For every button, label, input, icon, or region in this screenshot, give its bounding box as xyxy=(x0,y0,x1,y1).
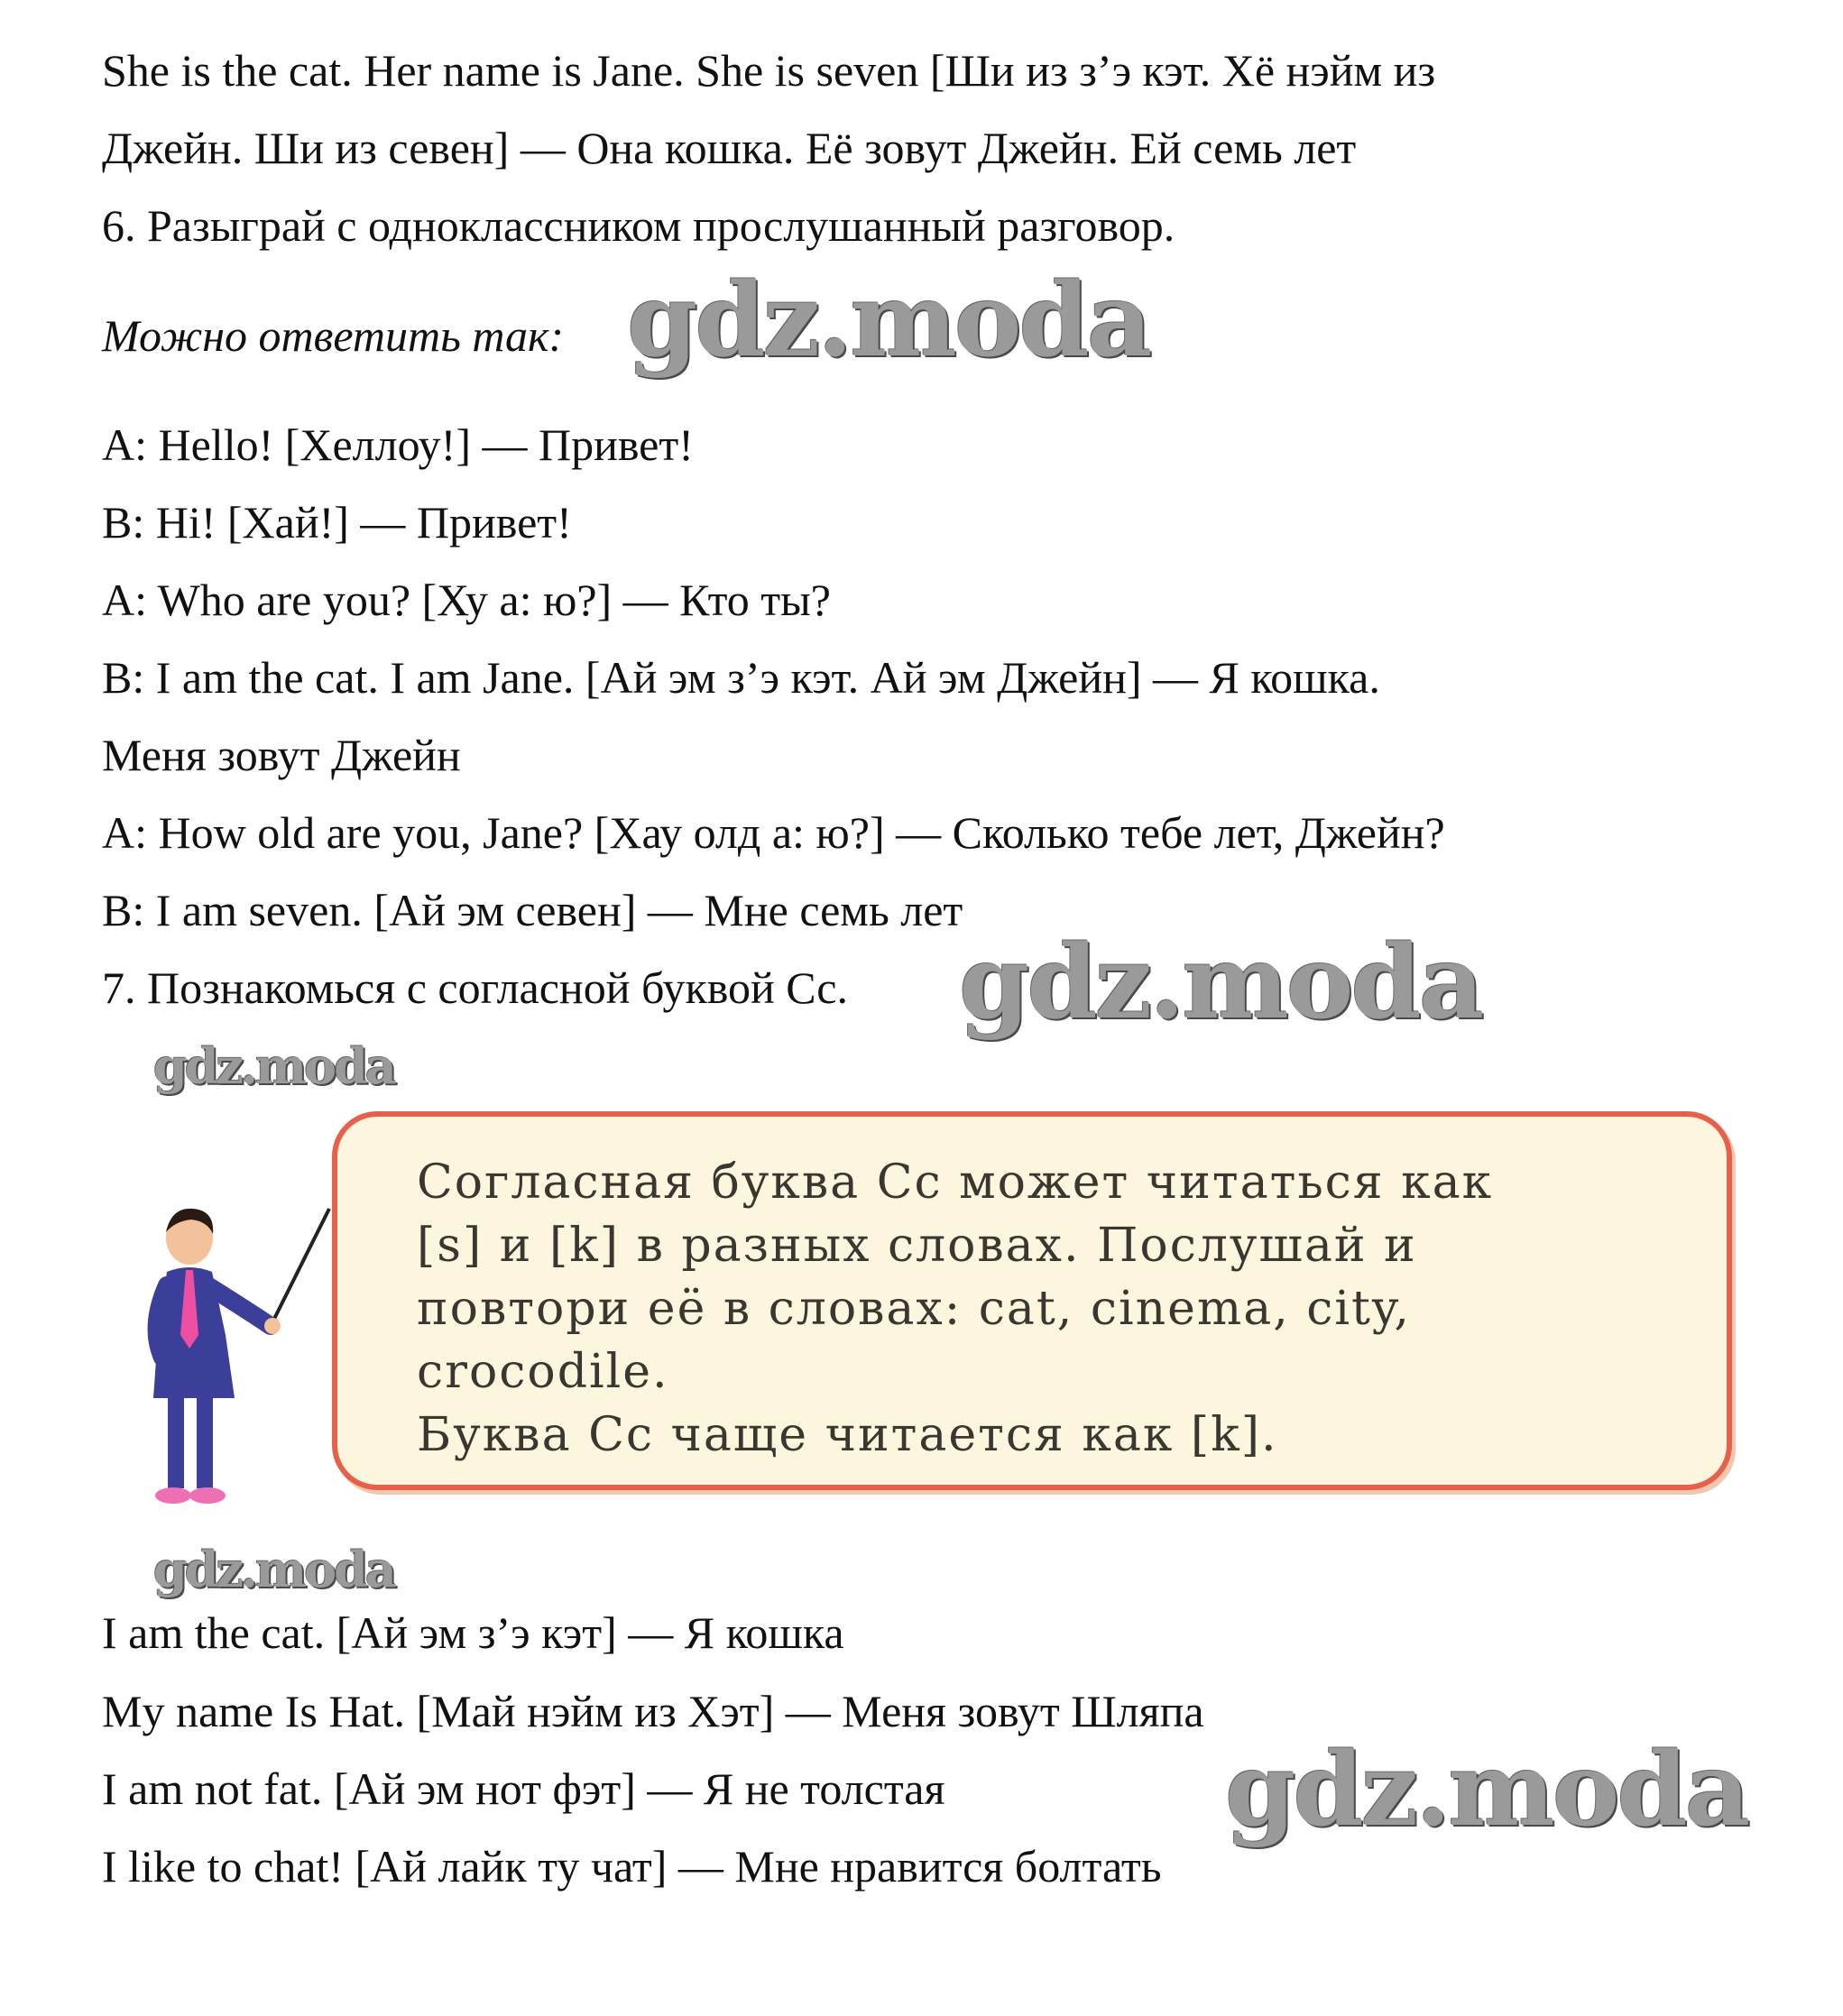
rhyme-line-1: I am the cat. [Ай эм з’э кэт] — Я кошка xyxy=(102,1607,844,1658)
dialogue-line-1: A: Hello! [Хеллоу!] — Привет! xyxy=(102,419,694,470)
dialogue-line-4: B: I am the cat. I am Jane. [Ай эм з’э кэт. Ай эм Джейн] — Я кошка. xyxy=(102,652,1380,703)
dialogue-line-2: B: Hi! [Хай!] — Привет! xyxy=(102,497,572,548)
paragraph-line-2: Джейн. Ши из севен] — Она кошка. Её зовут Джейн. Ей семь лет xyxy=(102,123,1357,173)
rule-line-4: crocodile. xyxy=(417,1345,669,1399)
watermark-logo-4: gdz.moda xyxy=(153,1541,394,1598)
rule-line-2: [s] и [k] в разных словах. Послушай и xyxy=(417,1219,1417,1273)
rule-line-5: Буква Сс чаще читается как [k]. xyxy=(417,1408,1278,1462)
task7-heading: 7. Познакомься с согласной буквой Сс. xyxy=(102,962,848,1013)
rhyme-line-2: My name Is Hat. [Май нэйм из Хэт] — Меня зовут Шляпа xyxy=(102,1686,1204,1736)
rule-text xyxy=(417,1151,1645,1467)
dialogue-line-6: A: How old are you, Jane? [Хау олд а: ю?] — Сколько тебе лет, Джейн? xyxy=(102,807,1445,858)
rhyme-line-4: I like to chat! [Ай лайк ту чат] — Мне нравится болтать xyxy=(102,1841,1162,1892)
rule-line-1: Согласная буква Сс может читаться как xyxy=(417,1155,1494,1210)
task6-heading: 6. Разыграй с одноклассником прослушанный разговор. xyxy=(102,200,1175,251)
paragraph-line-1: She is the cat. Her name is Jane. She is seven [Ши из з’э кэт. Хё нэйм из xyxy=(102,45,1436,96)
watermark-logo-3: gdz.moda xyxy=(153,1037,394,1095)
rhyme-line-3: I am not fat. [Ай эм нот фэт] — Я не толстая xyxy=(102,1763,945,1814)
rule-line-3: повтори её в словах: cat, cinema, city, xyxy=(417,1282,1411,1336)
watermark-logo-2: gdz.moda xyxy=(959,924,1482,1042)
watermark-logo-5: gdz.moda xyxy=(1225,1731,1748,1849)
teacher-with-pointer-icon xyxy=(135,1200,352,1524)
dialogue-line-3: A: Who are you? [Ху а: ю?] — Кто ты? xyxy=(102,575,831,625)
dialogue-line-7: B: I am seven. [Ай эм севен] — Мне семь лет xyxy=(102,885,963,935)
answer-intro: Можно ответить так: xyxy=(102,310,565,361)
watermark-logo-1: gdz.moda xyxy=(627,262,1150,380)
dialogue-line-5: Меня зовут Джейн xyxy=(102,730,461,780)
rule-box xyxy=(332,1111,1732,1490)
